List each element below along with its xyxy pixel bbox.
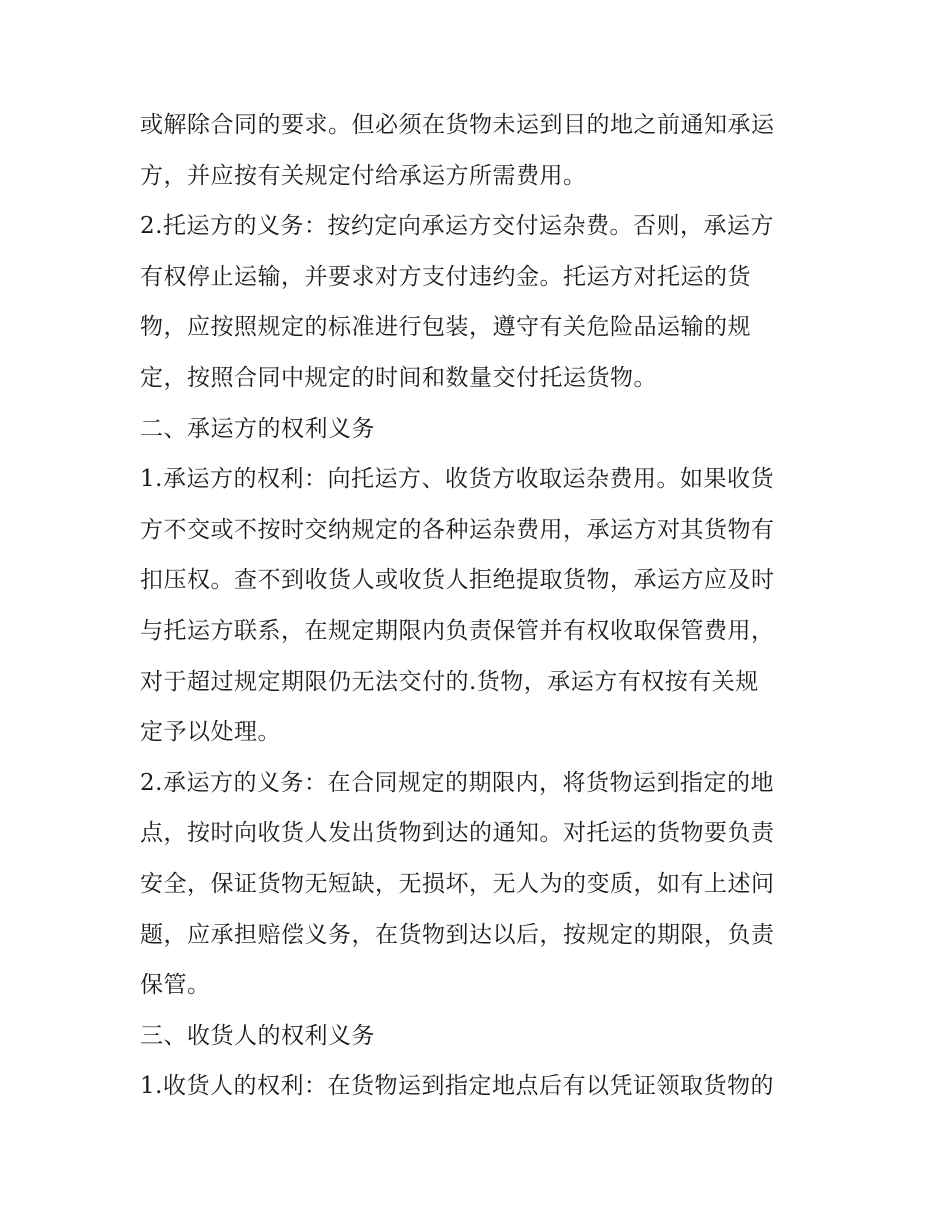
text-line: 方不交或不按时交纳规定的各种运杂费用，承运方对其货物有 <box>140 516 775 543</box>
text-line: 点，按时向收货人发出货物到达的通知。对托运的货物要负责 <box>140 820 775 847</box>
text-line: 物，应按照规定的标准进行包装，遵守有关危险品运输的规 <box>140 314 751 341</box>
text-line: 有权停止运输，并要求对方支付违约金。托运方对托运的货 <box>140 263 751 290</box>
text-line: 方，并应按有关规定付给承运方所需费用。 <box>140 162 587 189</box>
text-line: 保管。 <box>140 972 211 999</box>
text-line: 1.收货人的权利：在货物运到指定地点后有以凭证领取货物的 <box>140 1073 774 1100</box>
text-line: 对于超过规定期限仍无法交付的.货物，承运方有权按有关规 <box>140 668 759 695</box>
text-line: 或解除合同的要求。但必须在货物未运到目的地之前通知承运 <box>140 112 775 138</box>
section-heading: 二、承运方的权利义务 <box>140 415 375 442</box>
text-line: 定，按照合同中规定的时间和数量交付托运货物。 <box>140 364 657 391</box>
document-page <box>140 100 820 1112</box>
text-line: 2.托运方的义务：按约定向承运方交付运杂费。否则，承运方 <box>140 213 774 240</box>
text-line: 2.承运方的义务：在合同规定的期限内，将货物运到指定的地 <box>140 769 774 796</box>
text-line: 与托运方联系，在规定期限内负责保管并有权收取保管费用， <box>140 617 775 644</box>
text-line: 扣压权。查不到收货人或收货人拒绝提取货物，承运方应及时 <box>140 567 775 594</box>
text-line: 定予以处理。 <box>140 719 281 746</box>
text-line: 1.承运方的权利：向托运方、收货方收取运杂费用。如果收货 <box>140 466 774 493</box>
text-line: 安全，保证货物无短缺，无损坏，无人为的变质，如有上述问 <box>140 870 775 897</box>
section-heading: 三、收货人的权利义务 <box>140 1022 375 1049</box>
text-line: 题，应承担赔偿义务，在货物到达以后，按规定的期限，负责 <box>140 921 775 948</box>
